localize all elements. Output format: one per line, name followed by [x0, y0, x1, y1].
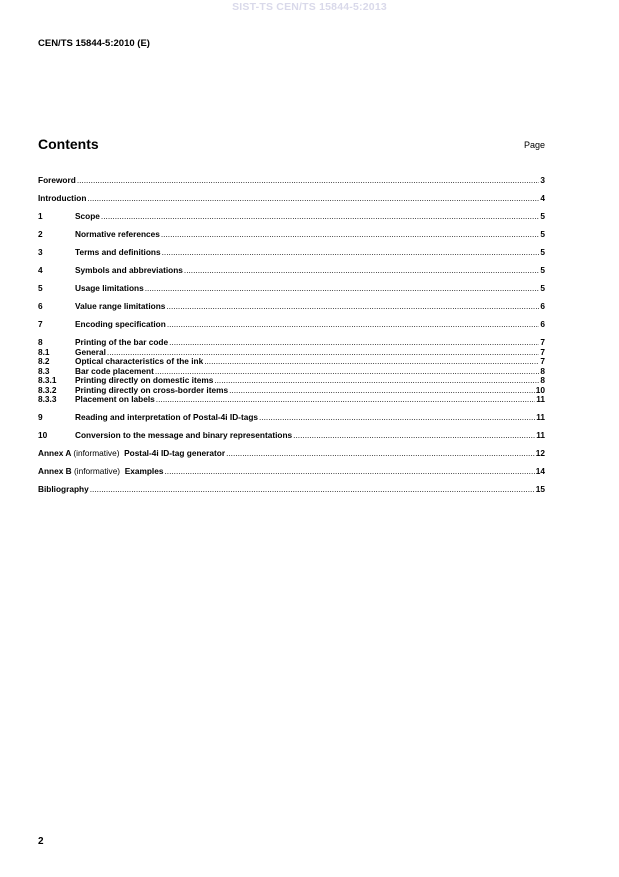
- toc-leader-dots: [259, 413, 535, 423]
- toc-entry-title: Symbols and abbreviations: [75, 266, 183, 275]
- toc-entry[interactable]: [38, 485, 545, 495]
- toc-entry-title: Encoding specification: [75, 320, 166, 329]
- toc-entry-annex-title: Examples: [124, 467, 164, 476]
- toc-entry[interactable]: [38, 348, 545, 358]
- toc-entry[interactable]: [38, 376, 545, 386]
- page-number: 2: [38, 836, 44, 847]
- toc-leader-dots: [184, 266, 539, 276]
- toc-entry-title: Usage limitations: [75, 284, 144, 293]
- toc-entry-page: 14: [535, 467, 545, 476]
- toc-entry-title: Placement on labels: [75, 395, 155, 404]
- toc-leader-dots: [90, 485, 535, 495]
- toc-leader-dots: [156, 395, 535, 405]
- toc-leader-dots: [107, 348, 539, 358]
- document-identifier: CEN/TS 15844-5:2010 (E): [38, 38, 150, 49]
- toc-entry-title: Foreword: [38, 176, 76, 185]
- toc-entry-page: 6: [540, 302, 545, 311]
- toc-entry-page: 5: [540, 266, 545, 275]
- toc-entry-page: 11: [536, 395, 545, 404]
- toc-entry[interactable]: [38, 467, 545, 477]
- toc-entry-number: 3: [38, 248, 43, 257]
- toc-entry[interactable]: [38, 248, 545, 258]
- toc-entry-title: Annex A (informative) Postal-4i ID-tag generator: [38, 449, 226, 458]
- toc-entry[interactable]: [38, 212, 545, 222]
- toc-entry-page: 4: [540, 194, 545, 203]
- toc-entry-page: 6: [540, 320, 545, 329]
- toc-entry-title: Value range limitations: [75, 302, 166, 311]
- toc-entry-number: 8.1: [38, 347, 50, 357]
- toc-entry-page: 5: [540, 230, 545, 239]
- toc-entry[interactable]: [38, 338, 545, 348]
- toc-leader-dots: [293, 431, 535, 441]
- toc-entry-page: 7: [540, 347, 545, 357]
- toc-entry-title: Reading and interpretation of Postal-4i ID-tags: [75, 413, 259, 422]
- toc-entry-number: 4: [38, 266, 43, 275]
- toc-leader-dots: [145, 284, 540, 294]
- contents-title: Contents: [38, 136, 99, 152]
- toc-entry-page: 5: [540, 284, 545, 293]
- toc-entry[interactable]: [38, 431, 545, 441]
- toc-entry-number: 8: [38, 338, 43, 347]
- toc-leader-dots: [164, 467, 534, 477]
- toc-entry-page: 8: [540, 366, 545, 376]
- toc-leader-dots: [101, 212, 539, 222]
- toc-entry-title: Bibliography: [38, 485, 89, 494]
- toc-entry-number: 9: [38, 413, 43, 422]
- toc-entry[interactable]: [38, 194, 545, 204]
- toc-leader-dots: [167, 320, 540, 330]
- toc-entry-title: Printing directly on cross-border items: [75, 385, 229, 395]
- watermark: SIST-TS CEN/TS 15844-5:2013: [232, 1, 387, 13]
- toc-leader-dots: [87, 194, 539, 204]
- toc-entry-page: 7: [540, 338, 545, 347]
- toc-entry-number: 5: [38, 284, 43, 293]
- toc-entry[interactable]: [38, 302, 545, 312]
- toc-entry-page: 3: [540, 176, 545, 185]
- toc-entry-page: 11: [536, 413, 545, 422]
- toc-entry[interactable]: [38, 449, 545, 459]
- toc-leader-dots: [77, 176, 540, 186]
- toc-leader-dots: [214, 376, 539, 386]
- toc-entry-number: 10: [38, 431, 48, 440]
- toc-entry-number: 8.3.3: [38, 395, 57, 404]
- toc-leader-dots: [166, 302, 539, 312]
- toc-entry-page: 11: [536, 431, 545, 440]
- toc-entry-title: Scope: [75, 212, 100, 221]
- toc-entry-number: 8.2: [38, 357, 50, 366]
- toc-entry[interactable]: [38, 357, 545, 367]
- toc-entry[interactable]: [38, 386, 545, 396]
- toc-entry[interactable]: [38, 176, 545, 186]
- toc-entry-number: 1: [38, 212, 43, 221]
- toc-entry-number: 8.3.1: [38, 376, 57, 385]
- toc-entry-title: General: [75, 347, 106, 357]
- toc-entry-page: 10: [535, 385, 545, 395]
- toc-entry[interactable]: [38, 395, 545, 405]
- toc-entry-title: Optical characteristics of the ink: [75, 357, 204, 366]
- toc-entry-page: 12: [535, 449, 545, 458]
- toc-leader-dots: [204, 357, 539, 367]
- toc-leader-dots: [161, 230, 540, 240]
- toc-leader-dots: [169, 338, 539, 348]
- toc-entry-page: 7: [540, 357, 545, 366]
- toc-entry-title: Introduction: [38, 194, 87, 203]
- toc-entry-number: 8.3.2: [38, 385, 57, 395]
- toc-entry-title: Bar code placement: [75, 366, 154, 376]
- toc-entry-annex-title: Postal-4i ID-tag generator: [124, 449, 226, 458]
- toc-entry-title: Annex B (informative) Examples: [38, 467, 164, 476]
- page-column-label: Page: [523, 140, 545, 150]
- toc-entry-title: Normative references: [75, 230, 160, 239]
- toc-entry-number: 8.3: [38, 366, 50, 376]
- toc-entry-annex-type: (informative): [73, 449, 120, 458]
- toc-entry-page: 5: [540, 248, 545, 257]
- toc-leader-dots: [162, 248, 540, 258]
- toc-entry-number: 6: [38, 302, 43, 311]
- toc-entry[interactable]: [38, 266, 545, 276]
- toc-entry-page: 8: [540, 376, 545, 385]
- toc-entry[interactable]: [38, 320, 545, 330]
- toc-entry-title: Printing directly on domestic items: [75, 376, 214, 385]
- toc-entry-title: Terms and definitions: [75, 248, 161, 257]
- toc-entry-number: 2: [38, 230, 43, 239]
- toc-entry[interactable]: [38, 284, 545, 294]
- toc-entry[interactable]: [38, 230, 545, 240]
- table-of-contents: [38, 176, 545, 495]
- toc-entry-title: Conversion to the message and binary representations: [75, 431, 293, 440]
- toc-leader-dots: [155, 367, 540, 377]
- toc-entry-title: Printing of the bar code: [75, 338, 169, 347]
- toc-leader-dots: [226, 449, 535, 459]
- toc-entry-page: 15: [535, 485, 545, 494]
- toc-entry-number: 7: [38, 320, 43, 329]
- toc-entry-annex-type: (informative): [73, 467, 121, 476]
- toc-entry[interactable]: [38, 367, 545, 377]
- toc-entry[interactable]: [38, 413, 545, 423]
- toc-entry-page: 5: [540, 212, 545, 221]
- toc-leader-dots: [229, 386, 535, 396]
